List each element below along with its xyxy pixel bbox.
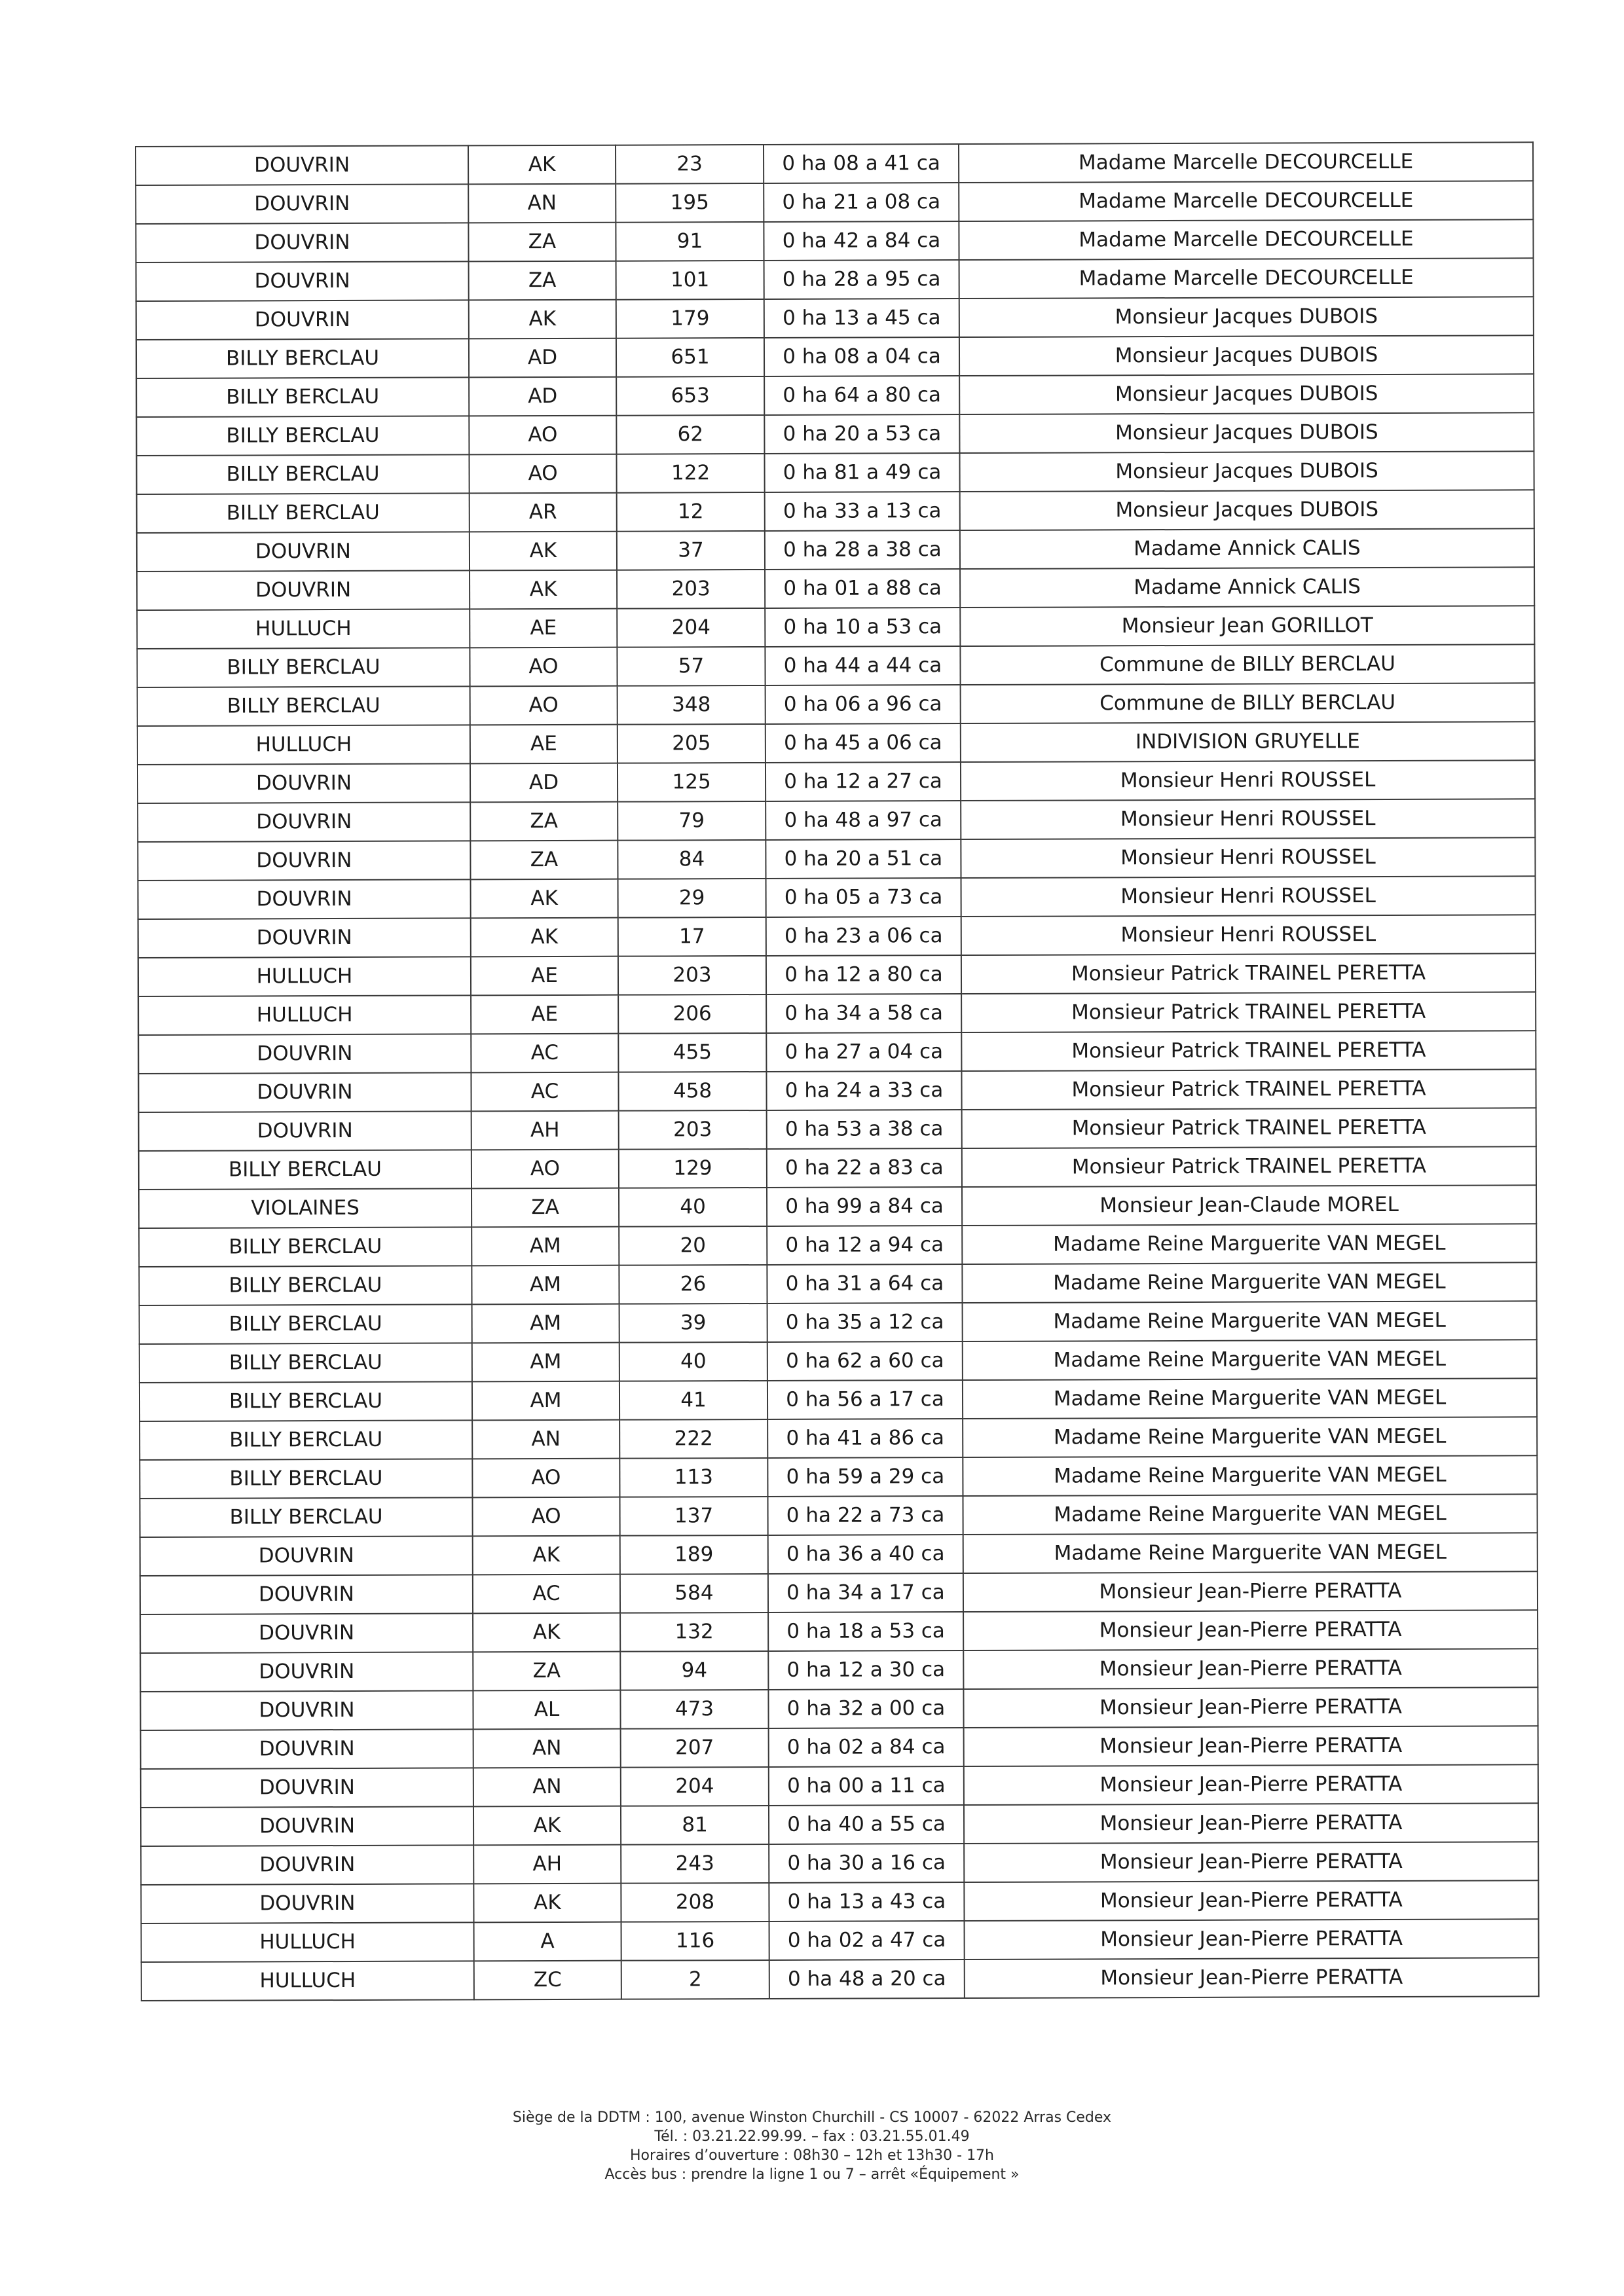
parcel-number-cell: 62 (616, 415, 764, 454)
owner-cell: Commune de BILLY BERCLAU (960, 644, 1534, 685)
owner-cell: Monsieur Jean-Pierre PERATTA (964, 1764, 1538, 1805)
surface-cell: 0 ha 28 a 38 ca (765, 530, 960, 570)
parcel-number-cell: 651 (616, 338, 764, 377)
surface-cell: 0 ha 41 a 86 ca (767, 1419, 963, 1458)
commune-cell: HULLUCH (141, 1922, 474, 1962)
section-cell: AL (473, 1690, 620, 1730)
table-row (139, 1224, 1536, 1267)
owner-cell: Madame Reine Marguerite VAN MEGEL (962, 1262, 1536, 1303)
section-cell: AD (470, 763, 618, 803)
surface-cell: 0 ha 02 a 47 ca (769, 1921, 965, 1960)
owner-cell: Monsieur Patrick TRAINEL PERETTA (961, 992, 1536, 1032)
owner-cell: Monsieur Jean-Pierre PERATTA (963, 1649, 1538, 1689)
parcel-number-cell: 653 (616, 376, 764, 416)
owner-cell: Monsieur Jacques DUBOIS (959, 335, 1534, 376)
parcel-number-cell: 455 (618, 1033, 766, 1072)
commune-cell: VIOLAINES (139, 1188, 471, 1228)
section-cell: AE (471, 957, 618, 996)
owner-cell: Monsieur Henri ROUSSEL (961, 915, 1536, 955)
section-cell: AR (470, 493, 617, 532)
parcel-number-cell: 129 (619, 1149, 767, 1188)
table-row (138, 876, 1536, 919)
surface-cell: 0 ha 42 a 84 ca (764, 221, 959, 261)
commune-cell: BILLY BERCLAU (139, 1343, 472, 1383)
commune-cell: DOUVRIN (141, 1768, 473, 1808)
commune-cell: HULLUCH (138, 957, 471, 996)
parcel-number-cell: 348 (618, 685, 766, 725)
parcels-table-body (136, 142, 1539, 2001)
commune-cell: DOUVRIN (138, 841, 470, 881)
table-row (136, 451, 1534, 494)
commune-cell: DOUVRIN (137, 532, 470, 572)
owner-cell: Monsieur Jean-Pierre PERATTA (963, 1610, 1538, 1650)
parcel-number-cell: 132 (620, 1613, 768, 1652)
surface-cell: 0 ha 08 a 04 ca (764, 337, 959, 376)
commune-cell: DOUVRIN (138, 918, 471, 958)
commune-cell: DOUVRIN (140, 1652, 473, 1692)
parcel-number-cell: 206 (618, 994, 766, 1034)
parcel-number-cell: 208 (621, 1883, 769, 1922)
parcel-number-cell: 57 (617, 647, 765, 686)
table-row (140, 1610, 1538, 1653)
parcel-number-cell: 203 (618, 956, 766, 995)
surface-cell: 0 ha 20 a 53 ca (764, 414, 959, 454)
surface-cell: 0 ha 30 a 16 ca (769, 1844, 964, 1883)
section-cell: ZA (473, 1652, 620, 1691)
surface-cell: 0 ha 22 a 73 ca (767, 1496, 963, 1535)
parcel-number-cell: 204 (621, 1767, 769, 1806)
table-row (138, 721, 1535, 765)
section-cell: AK (473, 1536, 620, 1575)
surface-cell: 0 ha 34 a 58 ca (766, 994, 961, 1033)
surface-cell: 0 ha 53 a 38 ca (767, 1110, 962, 1149)
commune-cell: DOUVRIN (141, 1884, 473, 1923)
owner-cell: Monsieur Jean-Pierre PERATTA (963, 1571, 1538, 1612)
section-cell: AM (471, 1227, 619, 1266)
table-row (136, 335, 1534, 378)
section-cell: AM (472, 1381, 619, 1421)
section-cell: ZA (471, 1188, 619, 1228)
owner-cell: Monsieur Jacques DUBOIS (960, 490, 1534, 530)
table-row (138, 915, 1536, 958)
parcel-number-cell: 39 (619, 1303, 767, 1343)
section-cell: ZA (469, 261, 616, 301)
section-cell: AO (472, 1497, 619, 1537)
surface-cell: 0 ha 48 a 20 ca (769, 1959, 965, 1999)
owner-cell: Monsieur Patrick TRAINEL PERETTA (962, 1108, 1536, 1148)
commune-cell: DOUVRIN (141, 1729, 473, 1769)
table-row (139, 1417, 1537, 1460)
owner-cell: Madame Marcelle DECOURCELLE (959, 258, 1534, 299)
section-cell: A (474, 1922, 621, 1961)
section-cell: AE (470, 725, 618, 764)
commune-cell: DOUVRIN (138, 1034, 471, 1074)
parcel-number-cell: 84 (618, 840, 766, 879)
surface-cell: 0 ha 00 a 11 ca (769, 1766, 964, 1806)
owner-cell: Commune de BILLY BERCLAU (961, 683, 1535, 723)
surface-cell: 0 ha 10 a 53 ca (765, 608, 960, 647)
surface-cell: 0 ha 12 a 27 ca (766, 762, 961, 801)
commune-cell: BILLY BERCLAU (136, 377, 469, 417)
table-row (139, 1108, 1536, 1151)
table-row (138, 799, 1535, 842)
section-cell: AN (468, 184, 616, 223)
section-cell: AM (472, 1343, 619, 1382)
section-cell: AK (471, 918, 618, 957)
table-row (141, 1842, 1538, 1885)
table-row (137, 528, 1534, 572)
page-footer (0, 2108, 1624, 2184)
surface-cell: 0 ha 06 a 96 ca (766, 685, 961, 724)
parcel-number-cell: 26 (619, 1265, 767, 1304)
table-row (139, 1301, 1537, 1344)
section-cell: AK (470, 532, 617, 571)
commune-cell: BILLY BERCLAU (136, 454, 469, 494)
parcel-number-cell: 473 (620, 1690, 768, 1729)
section-cell: AM (471, 1266, 619, 1305)
owner-cell: Madame Annick CALIS (960, 528, 1534, 569)
section-cell: AE (471, 995, 618, 1034)
owner-cell: Monsieur Patrick TRAINEL PERETTA (961, 1069, 1536, 1110)
owner-cell: Monsieur Jean-Pierre PERATTA (964, 1842, 1538, 1882)
surface-cell: 0 ha 35 a 12 ca (767, 1303, 963, 1342)
surface-cell: 0 ha 62 a 60 ca (767, 1341, 963, 1381)
parcel-number-cell: 189 (620, 1535, 768, 1575)
owner-cell: Monsieur Henri ROUSSEL (961, 799, 1535, 839)
surface-cell: 0 ha 32 a 00 ca (768, 1689, 963, 1728)
commune-cell: BILLY BERCLAU (139, 1420, 472, 1460)
commune-cell: DOUVRIN (136, 145, 468, 185)
parcel-number-cell: 203 (619, 1110, 767, 1150)
commune-cell: HULLUCH (138, 995, 471, 1035)
section-cell: AO (472, 1459, 619, 1498)
table-row (138, 1030, 1536, 1074)
surface-cell: 0 ha 31 a 64 ca (767, 1264, 962, 1303)
owner-cell: Monsieur Jacques DUBOIS (959, 451, 1534, 492)
table-row (137, 606, 1534, 649)
section-cell: AN (473, 1768, 621, 1807)
commune-cell: BILLY BERCLAU (139, 1150, 471, 1190)
owner-cell: Monsieur Patrick TRAINEL PERETTA (961, 1030, 1536, 1071)
owner-cell: Monsieur Jean-Pierre PERATTA (964, 1726, 1538, 1766)
table-row (141, 1919, 1539, 1962)
owner-cell: Madame Reine Marguerite VAN MEGEL (963, 1417, 1537, 1457)
section-cell: AC (471, 1034, 618, 1073)
section-cell: AK (469, 300, 616, 339)
parcel-number-cell: 101 (616, 261, 764, 300)
surface-cell: 0 ha 81 a 49 ca (764, 453, 959, 492)
parcel-number-cell: 23 (616, 145, 764, 184)
owner-cell: Monsieur Patrick TRAINEL PERETTA (962, 1146, 1536, 1187)
section-cell: AK (473, 1806, 621, 1846)
commune-cell: DOUVRIN (138, 879, 471, 919)
section-cell: AH (473, 1845, 621, 1884)
table-row (136, 219, 1533, 263)
commune-cell: HULLUCH (138, 725, 470, 765)
owner-cell: Madame Marcelle DECOURCELLE (959, 142, 1533, 183)
section-cell: AK (470, 570, 617, 610)
surface-cell: 0 ha 64 a 80 ca (764, 376, 959, 415)
surface-cell: 0 ha 02 a 84 ca (769, 1728, 964, 1767)
section-cell: AK (473, 1613, 620, 1652)
section-cell: AC (473, 1575, 620, 1614)
owner-cell: Monsieur Jean-Pierre PERATTA (964, 1880, 1538, 1921)
commune-cell: DOUVRIN (136, 300, 469, 340)
table-row (137, 567, 1534, 610)
commune-cell: BILLY BERCLAU (137, 647, 470, 687)
surface-cell: 0 ha 40 a 55 ca (769, 1805, 964, 1844)
parcel-number-cell: 179 (616, 299, 764, 338)
section-cell: AK (473, 1884, 621, 1923)
table-row (140, 1533, 1538, 1576)
parcel-number-cell: 17 (618, 917, 766, 957)
parcel-number-cell: 222 (619, 1419, 767, 1459)
parcel-number-cell: 137 (619, 1497, 767, 1536)
parcel-number-cell: 125 (618, 763, 766, 802)
commune-cell: BILLY BERCLAU (137, 493, 470, 533)
section-cell: AO (470, 686, 618, 725)
section-cell: AC (471, 1072, 618, 1112)
owner-cell: Monsieur Jean GORILLOT (960, 606, 1534, 646)
surface-cell: 0 ha 48 a 97 ca (766, 801, 961, 840)
table-row (139, 1455, 1537, 1499)
table-row (136, 297, 1534, 340)
table-row (138, 953, 1536, 996)
table-row (137, 490, 1534, 533)
owner-cell: Madame Marcelle DECOURCELLE (959, 181, 1533, 221)
section-cell: ZA (468, 223, 616, 262)
surface-cell: 0 ha 28 a 95 ca (764, 260, 959, 299)
commune-cell: BILLY BERCLAU (136, 338, 469, 378)
table-row (139, 1146, 1536, 1190)
table-row (138, 837, 1535, 881)
table-row (139, 1378, 1537, 1421)
commune-cell: BILLY BERCLAU (139, 1497, 472, 1537)
owner-cell: Monsieur Jacques DUBOIS (959, 374, 1534, 414)
commune-cell: BILLY BERCLAU (138, 686, 470, 726)
surface-cell: 0 ha 44 a 44 ca (765, 646, 960, 685)
parcel-number-cell: 2 (621, 1960, 769, 1999)
owner-cell: Monsieur Jacques DUBOIS (959, 412, 1534, 453)
section-cell: ZA (470, 841, 618, 880)
table-row (139, 1185, 1536, 1228)
section-cell: AE (470, 609, 617, 648)
surface-cell: 0 ha 08 a 41 ca (764, 144, 959, 183)
commune-cell: DOUVRIN (138, 802, 470, 842)
surface-cell: 0 ha 01 a 88 ca (765, 569, 960, 608)
section-cell: AN (472, 1420, 619, 1459)
commune-cell: HULLUCH (141, 1961, 474, 2001)
surface-cell: 0 ha 24 a 33 ca (766, 1071, 961, 1110)
parcel-number-cell: 204 (617, 608, 765, 647)
commune-cell: BILLY BERCLAU (139, 1459, 472, 1499)
owner-cell: Madame Reine Marguerite VAN MEGEL (963, 1301, 1537, 1341)
parcel-number-cell: 79 (618, 801, 766, 841)
surface-cell: 0 ha 45 a 06 ca (766, 723, 961, 763)
table-row (138, 992, 1536, 1035)
commune-cell: DOUVRIN (139, 1111, 471, 1151)
owner-cell: Monsieur Jean-Pierre PERATTA (963, 1687, 1538, 1728)
section-cell: AD (469, 338, 616, 378)
parcel-number-cell: 41 (619, 1381, 767, 1420)
section-cell: ZC (474, 1961, 621, 2000)
table-row (141, 1764, 1538, 1808)
surface-cell: 0 ha 34 a 17 ca (768, 1573, 963, 1613)
table-row (140, 1571, 1538, 1614)
footer-address: Siège de la DDTM : 100, avenue Winston Churchill - CS 10007 - 62022 Arras Cedex (512, 2109, 1112, 2126)
table-row (140, 1649, 1538, 1692)
owner-cell: Madame Annick CALIS (960, 567, 1534, 608)
section-cell: AH (471, 1111, 619, 1150)
parcel-number-cell: 458 (618, 1072, 766, 1111)
owner-cell: Monsieur Henri ROUSSEL (961, 876, 1536, 917)
parcel-number-cell: 20 (619, 1226, 767, 1266)
commune-cell: BILLY BERCLAU (139, 1304, 472, 1344)
parcel-number-cell: 37 (617, 531, 765, 570)
commune-cell: DOUVRIN (137, 570, 470, 610)
table-row (139, 1262, 1536, 1305)
surface-cell: 0 ha 56 a 17 ca (767, 1380, 963, 1419)
surface-cell: 0 ha 22 a 83 ca (767, 1148, 962, 1188)
surface-cell: 0 ha 13 a 45 ca (764, 299, 959, 338)
commune-cell: HULLUCH (137, 609, 470, 649)
table-row (136, 258, 1534, 301)
owner-cell: Madame Reine Marguerite VAN MEGEL (963, 1455, 1537, 1496)
section-cell: AO (470, 647, 617, 687)
owner-cell: Madame Reine Marguerite VAN MEGEL (962, 1224, 1536, 1264)
section-cell: AO (471, 1150, 619, 1189)
table-row (136, 142, 1533, 185)
commune-cell: BILLY BERCLAU (139, 1227, 471, 1267)
owner-cell: Madame Reine Marguerite VAN MEGEL (963, 1533, 1538, 1573)
surface-cell: 0 ha 05 a 73 ca (766, 878, 961, 917)
commune-cell: DOUVRIN (136, 184, 468, 224)
parcel-number-cell: 12 (617, 492, 765, 532)
owner-cell: Monsieur Henri ROUSSEL (961, 760, 1535, 801)
parcel-number-cell: 243 (621, 1844, 769, 1884)
table-row (141, 1803, 1538, 1846)
section-cell: AN (473, 1729, 621, 1768)
section-cell: AK (471, 879, 618, 919)
parcel-number-cell: 94 (620, 1651, 768, 1690)
footer-opening-hours: Horaires d’ouverture : 08h30 – 12h et 13h30 - 17h (629, 2147, 994, 2164)
commune-cell: DOUVRIN (136, 261, 469, 301)
commune-cell: DOUVRIN (138, 1072, 471, 1112)
surface-cell: 0 ha 33 a 13 ca (765, 492, 960, 531)
table-row (136, 412, 1534, 456)
commune-cell: BILLY BERCLAU (136, 416, 469, 456)
owner-cell: Monsieur Jean-Claude MOREL (962, 1185, 1536, 1226)
table-row (139, 1339, 1537, 1383)
section-cell: ZA (470, 802, 618, 841)
commune-cell: DOUVRIN (138, 763, 470, 803)
table-row (141, 1880, 1538, 1923)
surface-cell: 0 ha 20 a 51 ca (766, 839, 961, 879)
parcel-number-cell: 122 (616, 454, 764, 493)
surface-cell: 0 ha 27 a 04 ca (766, 1032, 961, 1072)
table-row (138, 760, 1535, 803)
owner-cell: Madame Reine Marguerite VAN MEGEL (963, 1378, 1537, 1419)
parcel-number-cell: 91 (616, 222, 764, 261)
surface-cell: 0 ha 13 a 43 ca (769, 1882, 964, 1922)
section-cell: AK (468, 145, 616, 185)
owner-cell: Madame Reine Marguerite VAN MEGEL (963, 1494, 1537, 1535)
parcel-number-cell: 203 (617, 570, 765, 609)
owner-cell: Madame Marcelle DECOURCELLE (959, 219, 1533, 260)
parcel-number-cell: 195 (616, 183, 764, 223)
commune-cell: BILLY BERCLAU (139, 1381, 472, 1421)
commune-cell: DOUVRIN (141, 1845, 473, 1885)
table-row (141, 1726, 1538, 1769)
table-row (136, 374, 1534, 417)
commune-cell: DOUVRIN (141, 1806, 473, 1846)
surface-cell: 0 ha 12 a 30 ca (768, 1650, 963, 1690)
table-row (136, 181, 1533, 224)
owner-cell: Monsieur Jean-Pierre PERATTA (965, 1919, 1539, 1959)
footer-phone-fax: Tél. : 03.21.22.99.99. – fax : 03.21.55.01.49 (654, 2128, 970, 2145)
parcel-number-cell: 40 (619, 1188, 767, 1227)
section-cell: AO (469, 416, 616, 455)
owner-cell: Monsieur Henri ROUSSEL (961, 837, 1535, 878)
surface-cell: 0 ha 12 a 80 ca (766, 955, 961, 994)
table-row (137, 644, 1534, 687)
surface-cell: 0 ha 18 a 53 ca (768, 1612, 963, 1651)
table-row (138, 1069, 1536, 1112)
parcel-number-cell: 584 (620, 1574, 768, 1613)
section-cell: AO (469, 454, 616, 494)
surface-cell: 0 ha 23 a 06 ca (766, 917, 961, 956)
commune-cell: DOUVRIN (140, 1536, 473, 1576)
table-row (138, 683, 1535, 726)
owner-cell: INDIVISION GRUYELLE (961, 721, 1535, 762)
surface-cell: 0 ha 99 a 84 ca (767, 1187, 962, 1226)
parcel-number-cell: 40 (619, 1342, 767, 1381)
parcel-number-cell: 29 (618, 879, 766, 918)
commune-cell: DOUVRIN (140, 1613, 473, 1653)
parcel-number-cell: 113 (619, 1458, 767, 1497)
parcel-number-cell: 205 (618, 724, 766, 763)
surface-cell: 0 ha 59 a 29 ca (767, 1457, 963, 1497)
commune-cell: DOUVRIN (136, 223, 468, 263)
parcels-table (135, 141, 1540, 2001)
surface-cell: 0 ha 12 a 94 ca (767, 1226, 962, 1265)
parcel-number-cell: 81 (621, 1806, 769, 1845)
commune-cell: DOUVRIN (140, 1575, 473, 1614)
owner-cell: Monsieur Jacques DUBOIS (959, 297, 1534, 337)
table-row (139, 1494, 1537, 1537)
owner-cell: Monsieur Patrick TRAINEL PERETTA (961, 953, 1536, 994)
table-row (141, 1958, 1539, 2001)
parcel-number-cell: 207 (621, 1728, 769, 1768)
section-cell: AM (472, 1304, 619, 1343)
owner-cell: Madame Reine Marguerite VAN MEGEL (963, 1339, 1537, 1380)
section-cell: AD (469, 377, 616, 416)
owner-cell: Monsieur Jean-Pierre PERATTA (965, 1958, 1539, 1998)
surface-cell: 0 ha 21 a 08 ca (764, 183, 959, 222)
commune-cell: BILLY BERCLAU (139, 1266, 471, 1305)
owner-cell: Monsieur Jean-Pierre PERATTA (964, 1803, 1538, 1844)
surface-cell: 0 ha 36 a 40 ca (768, 1535, 963, 1574)
table-row (140, 1687, 1538, 1730)
footer-bus-access: Accès bus : prendre la ligne 1 ou 7 – arrêt «Équipement » (604, 2166, 1020, 2183)
parcel-number-cell: 116 (621, 1922, 769, 1961)
commune-cell: DOUVRIN (140, 1690, 473, 1730)
